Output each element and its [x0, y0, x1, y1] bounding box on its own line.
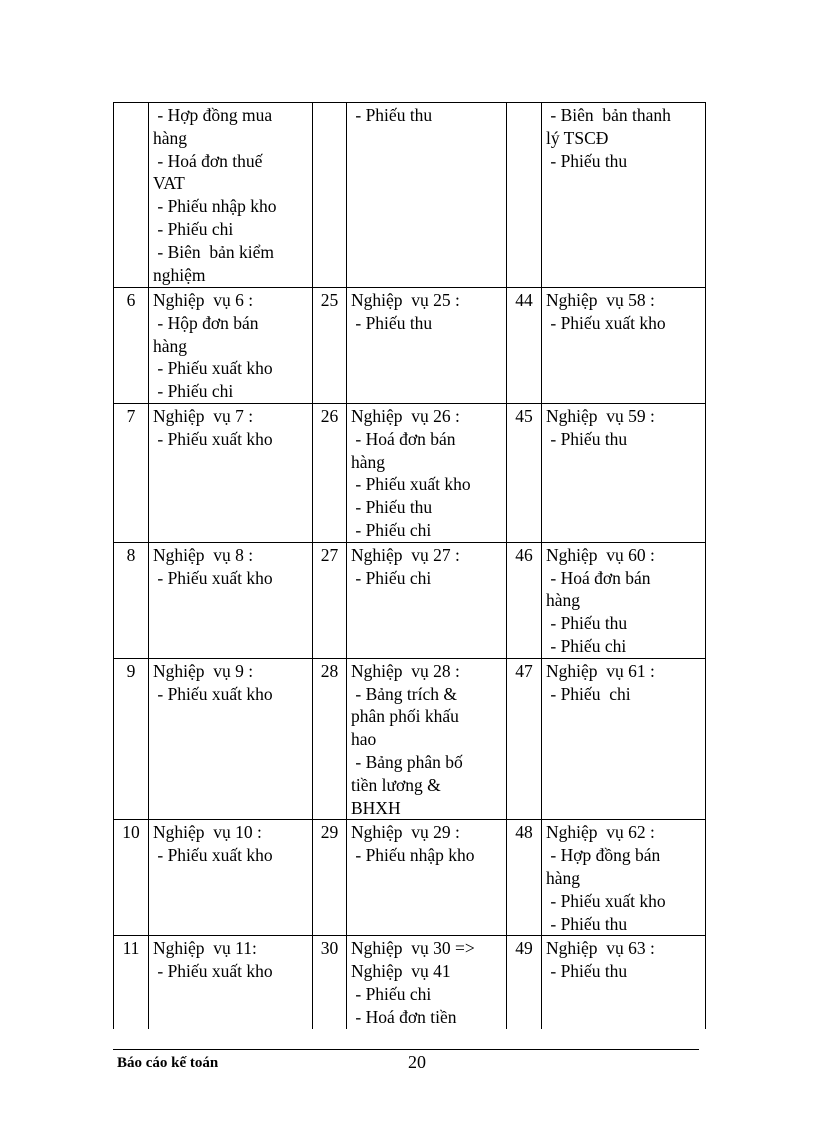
transaction-line: Nghiệp vụ 26 : [351, 405, 460, 426]
transaction-line: - Phiếu chi [351, 519, 432, 540]
transaction-line: nghiệm [153, 264, 206, 285]
transaction-line: - Biên bản thanh [546, 105, 671, 125]
transaction-cell [347, 542, 507, 658]
transaction-cell [347, 103, 507, 288]
transaction-line: Nghiệp vụ 61 : [546, 660, 655, 681]
row-number-cell: 44 [507, 288, 542, 404]
transaction-line: Nghiệp vụ 62 : [546, 822, 655, 843]
transaction-line: Nghiệp vụ 28 : [351, 660, 460, 681]
transaction-cell [149, 403, 313, 542]
transaction-line: - Phiếu xuất kho [153, 567, 273, 588]
transaction-cell [149, 103, 313, 288]
table-row [114, 103, 706, 288]
transaction-line: Nghiệp vụ 6 : [153, 290, 254, 310]
transaction-line: hao [351, 729, 377, 750]
transaction-cell [347, 936, 507, 1029]
transaction-line: - Phiếu xuất kho [153, 961, 273, 982]
transaction-line: - Phiếu thu [351, 497, 433, 518]
table-row [114, 820, 706, 936]
transaction-line: - Phiếu thu [351, 312, 433, 333]
transaction-cell [542, 820, 706, 936]
transaction-line: - Phiếu xuất kho [153, 428, 273, 449]
row-number-cell: 27 [313, 542, 347, 658]
page-number: 20 [408, 1052, 426, 1072]
transaction-cell [347, 658, 507, 820]
transaction-line: Nghiệp vụ 58 : [546, 290, 655, 310]
row-number-cell: 45 [507, 403, 542, 542]
transaction-line: - Phiếu thu [546, 613, 628, 634]
row-number-cell: 48 [507, 820, 542, 936]
transaction-line: - Hoá đơn tiền [351, 1006, 457, 1027]
transaction-line: - Phiếu chi [546, 635, 627, 656]
transaction-line: BHXH [351, 797, 401, 818]
transaction-line: Nghiệp vụ 10 : [153, 822, 262, 843]
transaction-line: - Hoá đơn bán [351, 428, 456, 449]
row-number-cell [114, 103, 149, 288]
table-row [114, 542, 706, 658]
transaction-line: - Hợp đồng bán [546, 845, 661, 866]
transaction-cell [347, 403, 507, 542]
transaction-line: Nghiệp vụ 9 : [153, 660, 254, 681]
row-number-cell: 28 [313, 658, 347, 820]
transaction-line: - Hoá đơn bán [546, 567, 651, 588]
transaction-line: Nghiệp vụ 63 : [546, 938, 655, 959]
transaction-line: - Hoá đơn thuế [153, 150, 263, 171]
row-number-cell: 46 [507, 542, 542, 658]
table-row [114, 936, 706, 1029]
transaction-cell [542, 542, 706, 658]
transaction-line: - Hộp đơn bán [153, 312, 259, 333]
transaction-line: hàng [351, 451, 386, 472]
row-number-cell: 7 [114, 403, 149, 542]
row-number-cell [507, 103, 542, 288]
transaction-cell [149, 820, 313, 936]
row-number-cell: 10 [114, 820, 149, 936]
transaction-line: - Phiếu thu [351, 105, 433, 125]
transaction-line: phân phối khấu [351, 706, 459, 727]
transaction-line: - Biên bản kiểm [153, 241, 275, 262]
transaction-line: hàng [546, 590, 581, 611]
transaction-line: VAT [153, 173, 185, 194]
row-number-cell: 6 [114, 288, 149, 404]
transaction-line: Nghiệp vụ 60 : [546, 544, 655, 565]
transaction-line: hàng [546, 867, 581, 888]
transaction-cell [149, 658, 313, 820]
transaction-line: - Phiếu xuất kho [546, 890, 666, 911]
transaction-line: - Phiếu chi [351, 983, 432, 1004]
row-number-cell: 25 [313, 288, 347, 404]
transaction-line: - Phiếu xuất kho [546, 312, 666, 333]
transaction-line: lý TSCĐ [546, 127, 609, 148]
transaction-line: - Phiếu xuất kho [153, 683, 273, 704]
transaction-cell [542, 936, 706, 1029]
table-row [114, 658, 706, 820]
transaction-line: - Phiếu chi [351, 567, 432, 588]
row-number-cell: 47 [507, 658, 542, 820]
row-number-cell: 9 [114, 658, 149, 820]
row-number-cell: 8 [114, 542, 149, 658]
row-number-cell: 11 [114, 936, 149, 1029]
row-number-cell: 26 [313, 403, 347, 542]
transaction-line: - Phiếu chi [546, 683, 631, 704]
transaction-cell [542, 103, 706, 288]
transactions-table [113, 102, 706, 1029]
transaction-cell [347, 288, 507, 404]
transaction-line: - Hợp đồng mua [153, 105, 273, 125]
transaction-line: hàng [153, 127, 188, 148]
transaction-cell [149, 936, 313, 1029]
transaction-line: - Phiếu xuất kho [153, 358, 273, 379]
transaction-line: tiền lương & [351, 774, 441, 795]
transaction-line: - Phiếu nhập kho [351, 845, 475, 866]
row-number-cell [313, 103, 347, 288]
transaction-line: - Phiếu thu [546, 150, 628, 171]
transaction-line: Nghiệp vụ 27 : [351, 544, 460, 565]
transaction-line: hàng [153, 335, 188, 356]
transaction-cell [542, 658, 706, 820]
footer-divider [113, 1049, 699, 1050]
transaction-line: Nghiệp vụ 30 => [351, 938, 475, 959]
table-row [114, 288, 706, 404]
transaction-cell [149, 542, 313, 658]
transaction-cell [542, 403, 706, 542]
transaction-line: - Phiếu chi [153, 381, 234, 402]
transaction-line: - Phiếu xuất kho [153, 845, 273, 866]
transaction-cell [149, 288, 313, 404]
transaction-line: - Phiếu thu [546, 961, 628, 982]
transaction-line: Nghiệp vụ 8 : [153, 544, 254, 565]
transaction-line: - Phiếu xuất kho [351, 474, 471, 495]
transaction-line: Nghiệp vụ 59 : [546, 405, 655, 426]
transaction-line: Nghiệp vụ 41 [351, 961, 451, 982]
footer-report-title: Báo cáo kế toán [117, 1055, 219, 1071]
transaction-line: - Bảng trích & [351, 683, 457, 704]
transaction-cell [347, 820, 507, 936]
transaction-line: - Phiếu thu [546, 913, 628, 934]
transaction-line: - Phiếu thu [546, 428, 628, 449]
table-row [114, 403, 706, 542]
row-number-cell: 49 [507, 936, 542, 1029]
transaction-line: - Bảng phân bố [351, 751, 463, 772]
transaction-line: Nghiệp vụ 29 : [351, 822, 460, 843]
transaction-line: - Phiếu nhập kho [153, 196, 277, 217]
transaction-line: Nghiệp vụ 25 : [351, 290, 460, 310]
table-body [114, 103, 706, 1029]
row-number-cell: 29 [313, 820, 347, 936]
transaction-line: Nghiệp vụ 7 : [153, 405, 254, 426]
transaction-line: Nghiệp vụ 11: [153, 938, 257, 959]
row-number-cell: 30 [313, 936, 347, 1029]
transaction-line: - Phiếu chi [153, 218, 234, 239]
transaction-cell [542, 288, 706, 404]
